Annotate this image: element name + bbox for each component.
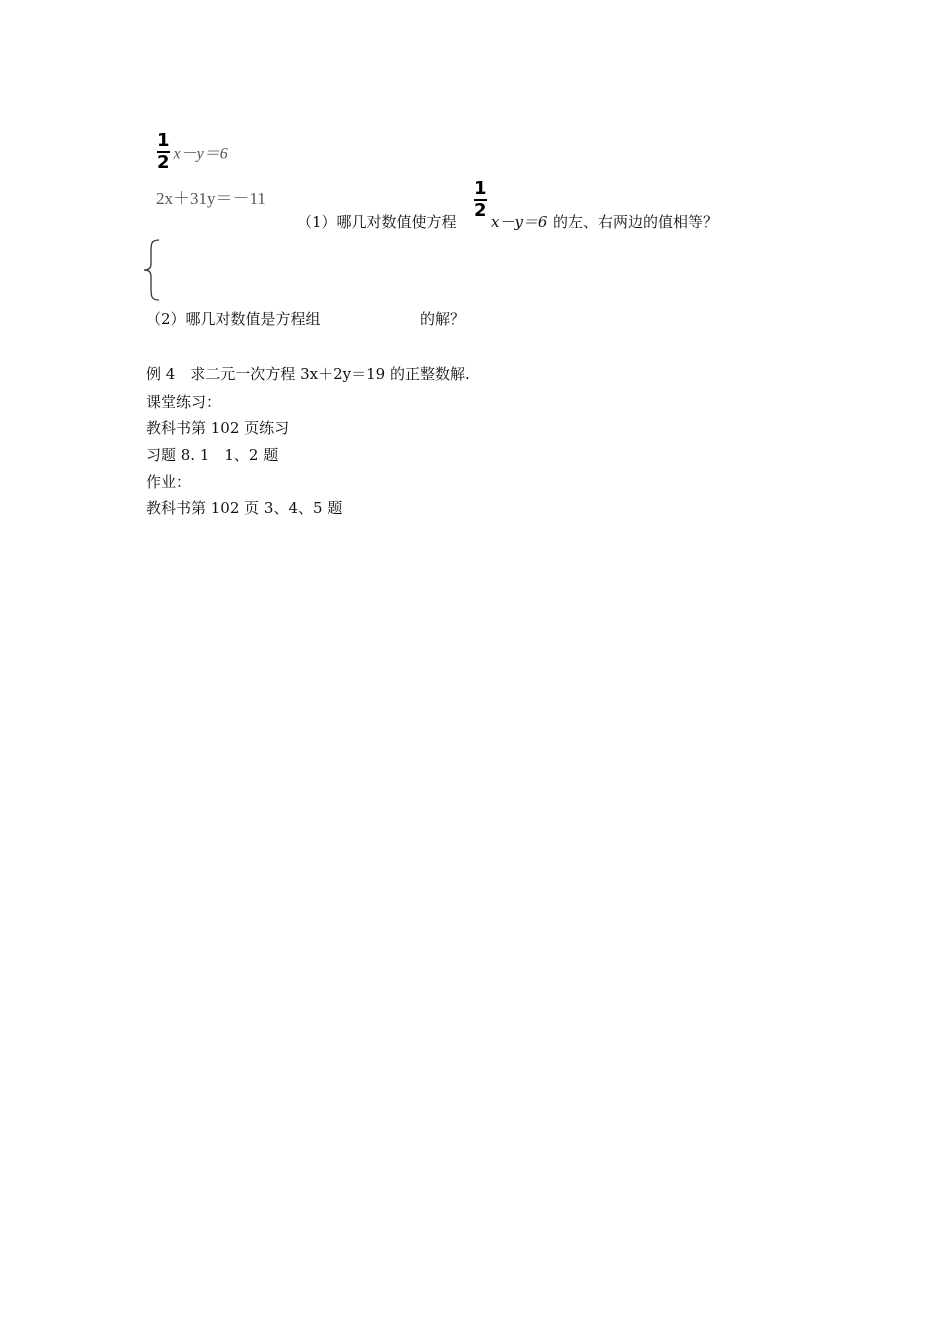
question-1-lead: （1）哪几对数值使方程: [297, 213, 457, 231]
textbook-practice-line: 教科书第 102 页练习: [146, 419, 290, 437]
question-1-tail: 的左、右两边的值相等？: [553, 213, 719, 231]
question-2-lead: （2）哪几对数值是方程组: [146, 310, 321, 328]
left-brace-icon: [141, 238, 163, 302]
fraction-one-half: $\frac{1}{2}$: [157, 130, 170, 173]
question-1-expression: x－y＝6: [491, 213, 548, 231]
homework-heading: 作业：: [146, 473, 192, 491]
exercise-line: 习题 8. 1 1、2 题: [146, 446, 279, 464]
question-1-fraction: $\frac{1}{2}$: [474, 178, 487, 221]
example-4-line: 例 4 求二元一次方程 3x＋2y＝19 的正整数解.: [146, 365, 470, 383]
equation-1-rest: x－y＝6: [173, 145, 228, 163]
classroom-practice-heading: 课堂练习：: [146, 393, 222, 411]
equation-system-image: [157, 132, 228, 172]
homework-line: 教科书第 102 页 3、4、5 题: [146, 499, 343, 517]
question-2-tail: 的解？: [420, 310, 466, 328]
equation-2: 2x＋31y＝－11: [156, 189, 266, 208]
